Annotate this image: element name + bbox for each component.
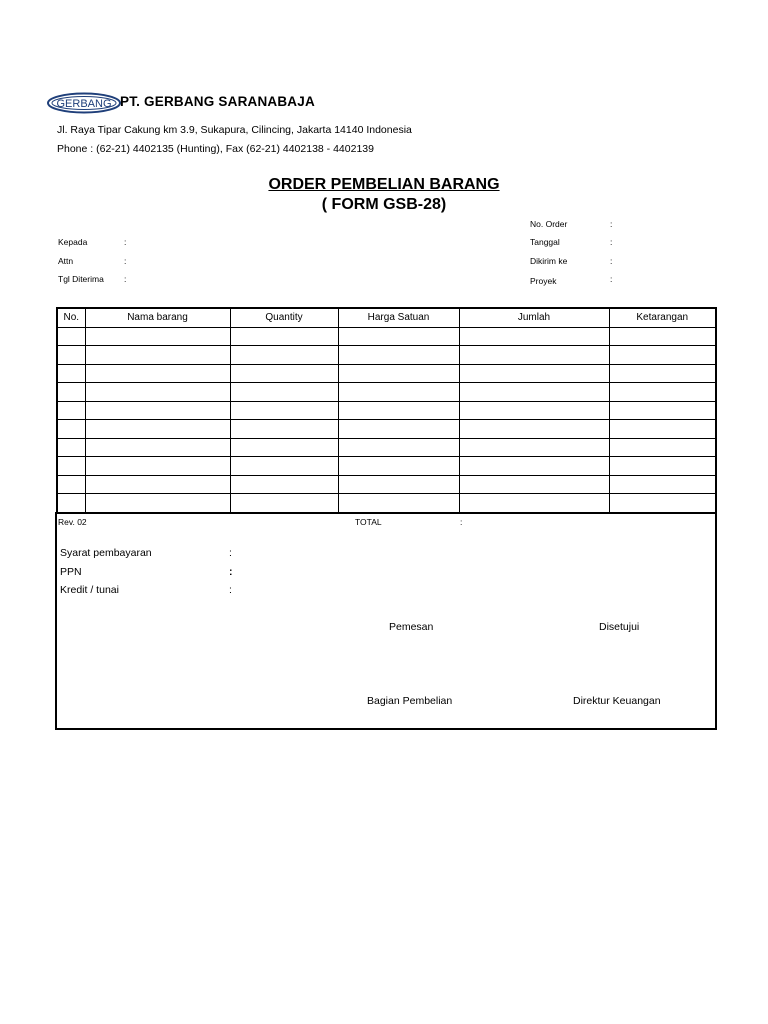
table-cell <box>85 383 230 402</box>
table-cell <box>338 364 459 383</box>
total-colon: : <box>460 517 463 527</box>
field-label-no-order: No. Order <box>530 219 568 229</box>
table-cell <box>57 346 85 365</box>
table-cell <box>338 383 459 402</box>
table-cell <box>338 475 459 494</box>
order-items-table <box>56 307 717 514</box>
credit-label: Kredit / tunai <box>60 584 119 596</box>
table-cell <box>85 420 230 439</box>
company-phone: Phone : (62-21) 4402135 (Hunting), Fax (62-21) 4402138 - 4402139 <box>57 143 374 155</box>
ppn-colon: : <box>229 566 233 578</box>
table-cell <box>230 420 338 439</box>
table-cell <box>85 438 230 457</box>
credit-colon: : <box>229 584 232 596</box>
field-colon: : <box>124 237 127 247</box>
col-header-no: No. <box>57 308 85 327</box>
table-cell <box>230 401 338 420</box>
table-cell <box>230 364 338 383</box>
table-cell <box>230 438 338 457</box>
form-code: ( FORM GSB-28) <box>321 196 447 213</box>
table-row <box>57 438 716 457</box>
table-cell <box>609 364 716 383</box>
table-cell <box>609 420 716 439</box>
signature-pemesan: Pemesan <box>389 621 434 633</box>
table-cell <box>57 494 85 513</box>
table-row <box>57 383 716 402</box>
table-cell <box>230 494 338 513</box>
table-cell <box>338 438 459 457</box>
table-cell <box>230 327 338 346</box>
table-cell <box>459 401 609 420</box>
table-cell <box>609 475 716 494</box>
table-row <box>57 401 716 420</box>
table-row <box>57 327 716 346</box>
table-cell <box>338 494 459 513</box>
table-header-row <box>57 308 716 327</box>
table-cell <box>459 475 609 494</box>
signature-bagian-pembelian: Bagian Pembelian <box>367 695 453 707</box>
col-header-jumlah: Jumlah <box>459 308 609 327</box>
field-colon: : <box>610 237 613 247</box>
table-cell <box>459 420 609 439</box>
table-cell <box>459 327 609 346</box>
field-label-dikirim-ke: Dikirim ke <box>530 256 568 266</box>
table-cell <box>609 383 716 402</box>
signature-disetujui: Disetujui <box>599 621 640 633</box>
table-cell <box>57 457 85 476</box>
table-row <box>57 364 716 383</box>
table-cell <box>85 457 230 476</box>
col-header-ketarangan: Ketarangan <box>609 308 716 327</box>
table-cell <box>230 346 338 365</box>
table-cell <box>459 457 609 476</box>
col-header-nama-barang: Nama barang <box>85 308 230 327</box>
table-cell <box>338 457 459 476</box>
table-cell <box>85 327 230 346</box>
field-label-tgl-diterima: Tgl Diterima <box>58 274 104 284</box>
table-row <box>57 457 716 476</box>
table-cell <box>57 420 85 439</box>
field-label-proyek: Proyek <box>530 276 557 286</box>
table-cell <box>85 494 230 513</box>
table-cell <box>338 327 459 346</box>
table-cell <box>459 383 609 402</box>
table-cell <box>57 327 85 346</box>
table-cell <box>459 438 609 457</box>
table-cell <box>609 438 716 457</box>
col-header-quantity: Quantity <box>230 308 338 327</box>
field-label-tanggal: Tanggal <box>530 237 560 247</box>
table-row <box>57 475 716 494</box>
company-name: PT. GERBANG SARANABAJA <box>120 94 315 109</box>
table-row <box>57 420 716 439</box>
table-cell <box>459 364 609 383</box>
table-cell <box>230 457 338 476</box>
table-cell <box>459 494 609 513</box>
form-title: ORDER PEMBELIAN BARANG <box>268 176 500 193</box>
table-cell <box>338 346 459 365</box>
col-header-harga-satuan: Harga Satuan <box>338 308 459 327</box>
field-label-kepada: Kepada <box>58 237 88 247</box>
field-colon: : <box>124 256 127 266</box>
table-cell <box>609 457 716 476</box>
company-logo <box>46 92 122 114</box>
ppn-label: PPN <box>60 566 82 578</box>
table-cell <box>57 364 85 383</box>
table-cell <box>459 346 609 365</box>
table-cell <box>230 383 338 402</box>
revision-label: Rev. 02 <box>58 517 87 527</box>
table-cell <box>338 420 459 439</box>
table-cell <box>338 401 459 420</box>
company-address: Jl. Raya Tipar Cakung km 3.9, Sukapura, Cilincing, Jakarta 14140 Indonesia <box>57 124 412 136</box>
field-colon: : <box>610 219 613 229</box>
table-cell <box>230 475 338 494</box>
table-cell <box>85 401 230 420</box>
table-cell <box>609 346 716 365</box>
table-cell <box>85 346 230 365</box>
table-cell <box>57 401 85 420</box>
table-cell <box>609 494 716 513</box>
table-cell <box>609 401 716 420</box>
table-cell <box>57 475 85 494</box>
table-cell <box>85 475 230 494</box>
logo-text: GERBANG <box>56 98 112 110</box>
payment-terms-label: Syarat pembayaran <box>60 547 152 559</box>
field-colon: : <box>610 256 613 266</box>
signature-direktur-keuangan: Direktur Keuangan <box>573 695 661 707</box>
table-cell <box>57 438 85 457</box>
table-row <box>57 494 716 513</box>
field-colon: : <box>610 274 613 284</box>
payment-terms-colon: : <box>229 547 232 559</box>
total-label: TOTAL <box>355 517 382 527</box>
table-cell <box>609 327 716 346</box>
field-label-attn: Attn <box>58 256 74 266</box>
table-cell <box>85 364 230 383</box>
field-colon: : <box>124 274 127 284</box>
table-row <box>57 346 716 365</box>
table-cell <box>57 383 85 402</box>
